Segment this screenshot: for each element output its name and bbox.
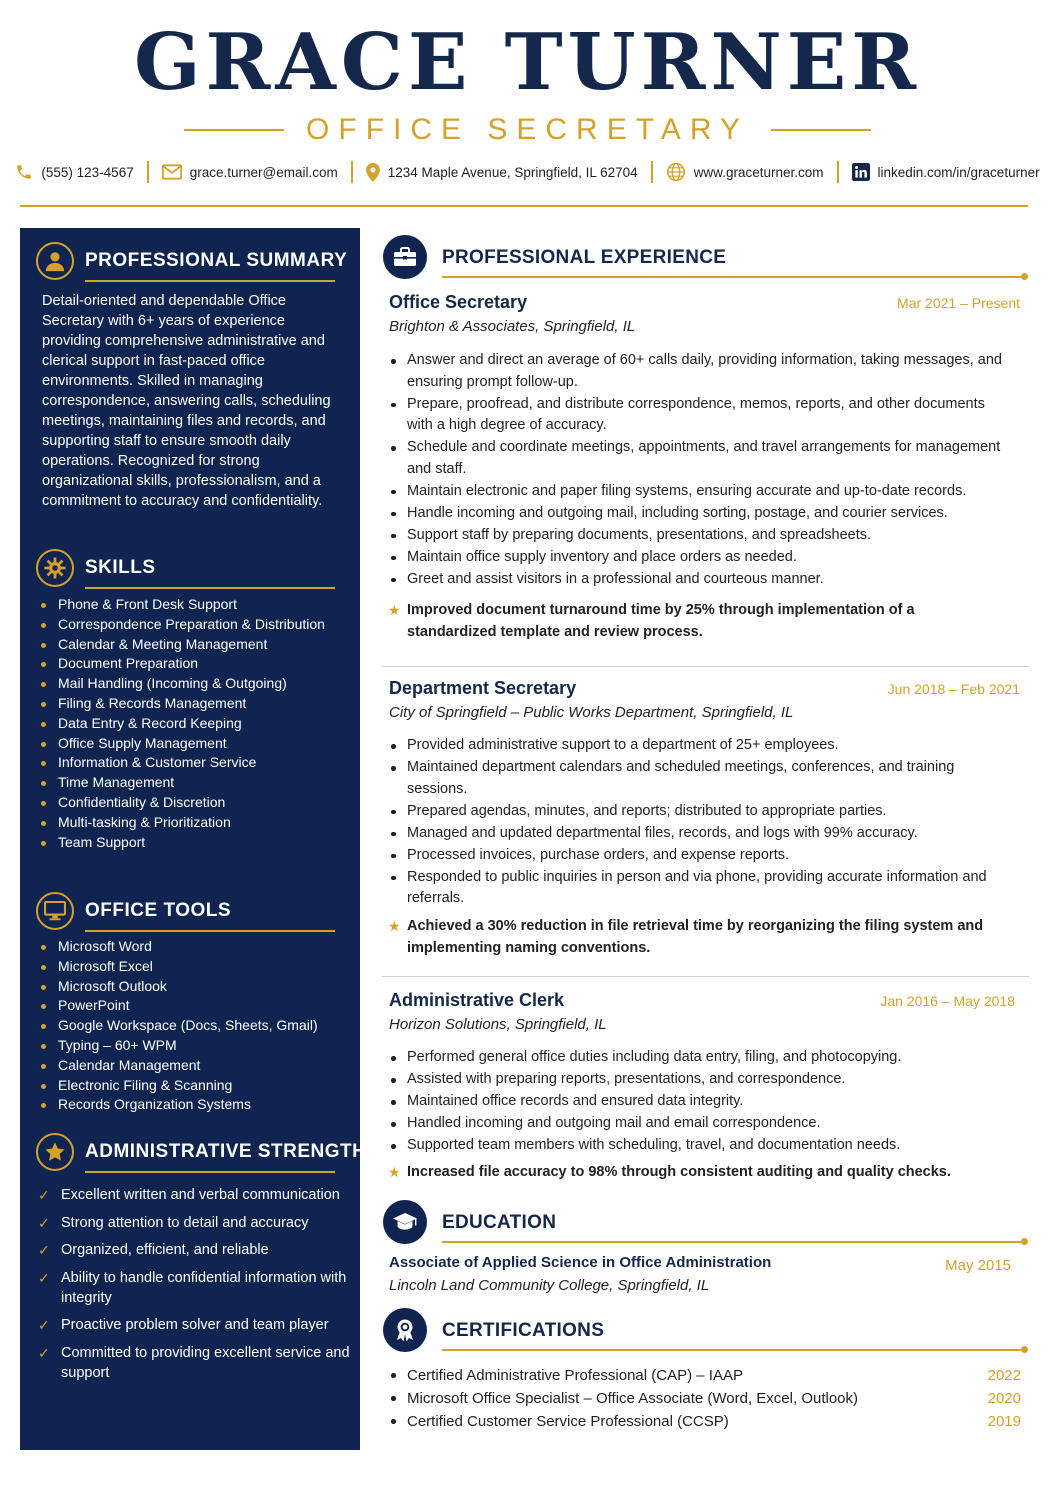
skill-item: Confidentiality & Discretion [38, 793, 348, 813]
tool-item: Records Organization Systems [38, 1095, 348, 1115]
job-organization: City of Springfield – Public Works Department, Springfield, IL [389, 704, 794, 721]
resume-header [0, 0, 1055, 212]
rule-end-dot [1021, 1346, 1028, 1353]
strength-text: Excellent written and verbal communication [61, 1187, 340, 1203]
contact-linkedin[interactable] [852, 163, 1040, 181]
strength-text: Organized, efficient, and reliable [61, 1242, 269, 1258]
skill-item: Document Preparation [38, 654, 348, 674]
job-bullet: Schedule and coordinate meetings, appointments, and travel arrangements for management and staff. [389, 437, 1014, 480]
strength-text: Committed to providing excellent service and support [61, 1344, 350, 1381]
contact-row [0, 159, 1055, 185]
skills-rule [85, 587, 335, 589]
rule-end-dot [1021, 1238, 1028, 1245]
skills-title: SKILLS [85, 557, 156, 578]
job-bullets [389, 735, 1014, 910]
user-icon [36, 242, 74, 280]
briefcase-icon [383, 235, 427, 279]
job-entry [389, 678, 1029, 978]
tool-item: PowerPoint [38, 996, 348, 1016]
certification-year: 2020 [987, 1390, 1021, 1407]
job-bullet: Prepare, proofread, and distribute correspondence, memos, reports, and other documents with a high degree of accuracy. [389, 394, 1014, 437]
check-icon: ✓ [38, 1344, 50, 1361]
tool-item: Typing – 60+ WPM [38, 1036, 348, 1056]
certification-name: Certified Customer Service Professional (CCSP) [407, 1413, 729, 1430]
contact-email[interactable] [162, 164, 338, 180]
check-icon: ✓ [38, 1242, 50, 1258]
check-icon: ✓ [38, 1214, 50, 1231]
contact-email-text: grace.turner@email.com [189, 164, 338, 180]
strengths-heading [36, 1133, 380, 1173]
job-entry [389, 292, 1029, 652]
strength-item [38, 1240, 358, 1260]
contact-phone-text: (555) 123-4567 [41, 164, 134, 180]
job-bullet: Assisted with preparing reports, presentations, and correspondence. [389, 1069, 1014, 1091]
contact-separator [651, 161, 653, 183]
education-school: Lincoln Land Community College, Springfield, IL [389, 1277, 710, 1294]
skills-heading [36, 549, 336, 589]
job-bullet: Maintained department calendars and scheduled meetings, conferences, and training sessions. [389, 757, 1014, 800]
award-ribbon-icon [383, 1308, 427, 1352]
certifications-list [389, 1364, 1021, 1433]
star-icon: ★ [388, 1164, 401, 1180]
tool-item: Electronic Filing & Scanning [38, 1076, 348, 1096]
job-bullets [389, 1047, 1014, 1157]
education-degree: Associate of Applied Science in Office Administration [389, 1254, 772, 1271]
phone-icon [15, 163, 33, 181]
contact-separator [351, 161, 353, 183]
contact-linkedin-text: linkedin.com/in/graceturner [877, 164, 1040, 180]
education-heading [380, 1196, 1035, 1246]
tool-item: Calendar Management [38, 1056, 348, 1076]
strengths-title: ADMINISTRATIVE STRENGTHS [85, 1141, 380, 1162]
certification-item [389, 1410, 1021, 1433]
experience-rule [442, 276, 1022, 278]
contact-website-text: www.graceturner.com [693, 164, 824, 180]
job-bullet: Supported team members with scheduling, travel, and documentation needs. [389, 1135, 1014, 1157]
title-rule-right [771, 129, 871, 131]
skill-item: Team Support [38, 833, 348, 853]
certification-item [389, 1387, 1021, 1410]
contact-website[interactable] [666, 162, 824, 182]
tools-rule [85, 930, 335, 932]
skills-list [38, 595, 348, 852]
certification-year: 2022 [987, 1367, 1021, 1384]
strength-item [38, 1343, 358, 1383]
job-bullet: Maintain office supply inventory and place orders as needed. [389, 547, 1014, 569]
check-icon: ✓ [38, 1187, 50, 1203]
candidate-name: GRACE TURNER [133, 17, 922, 108]
tools-title: OFFICE TOOLS [85, 900, 232, 921]
tools-heading [36, 892, 336, 932]
strength-item [38, 1213, 358, 1233]
skill-item: Correspondence Preparation & Distribution [38, 615, 348, 635]
job-title-row [0, 110, 1055, 150]
certifications-title: CERTIFICATIONS [442, 1320, 605, 1341]
job-bullet: Handled incoming and outgoing mail and email correspondence. [389, 1113, 1014, 1135]
check-icon: ✓ [38, 1269, 50, 1286]
strength-item [38, 1315, 358, 1335]
summary-title: PROFESSIONAL SUMMARY [85, 250, 348, 271]
summary-heading [36, 242, 348, 282]
achievement-text: Improved document turnaround time by 25% through implementation of a standardized template and review process. [407, 602, 915, 640]
contact-address-text: 1234 Maple Avenue, Springfield, IL 62704 [387, 164, 638, 180]
experience-heading [380, 231, 1035, 281]
skill-item: Phone & Front Desk Support [38, 595, 348, 615]
strengths-rule [85, 1171, 335, 1173]
contact-separator [837, 161, 839, 183]
job-bullets [389, 350, 1014, 591]
strength-item [38, 1185, 358, 1205]
education-entry [389, 1254, 1029, 1304]
tool-item: Microsoft Excel [38, 957, 348, 977]
sidebar [20, 228, 380, 1450]
check-icon: ✓ [38, 1317, 50, 1333]
job-bullet: Provided administrative support to a department of 25+ employees. [389, 735, 1014, 757]
strength-item [38, 1268, 358, 1308]
job-entry [389, 990, 1029, 1190]
location-pin-icon [366, 163, 380, 182]
achievement-text: Increased file accuracy to 98% through consistent auditing and quality checks. [407, 1164, 951, 1180]
job-bullet: Handle incoming and outgoing mail, including sorting, postage, and courier services. [389, 503, 1014, 525]
skill-item: Time Management [38, 773, 348, 793]
certifications-heading [380, 1304, 1035, 1354]
star-icon: ★ [388, 602, 401, 618]
strength-text: Ability to handle confidential information with integrity [61, 1269, 347, 1306]
header-divider [20, 205, 1028, 207]
job-bullet: Performed general office duties including data entry, filing, and photocopying. [389, 1047, 1014, 1069]
job-organization: Horizon Solutions, Springfield, IL [389, 1016, 607, 1033]
certification-name: Microsoft Office Specialist – Office Associate (Word, Excel, Outlook) [407, 1390, 859, 1407]
education-title: EDUCATION [442, 1212, 557, 1233]
strength-text: Proactive problem solver and team player [61, 1317, 329, 1333]
job-achievement [389, 916, 989, 959]
strength-text: Strong attention to detail and accuracy [61, 1214, 309, 1231]
tool-item: Microsoft Outlook [38, 977, 348, 997]
job-organization: Brighton & Associates, Springfield, IL [389, 318, 636, 335]
job-bullet: Support staff by preparing documents, presentations, and spreadsheets. [389, 525, 1014, 547]
rule-end-dot [1021, 273, 1028, 280]
skill-item: Calendar & Meeting Management [38, 635, 348, 655]
contact-address [366, 163, 638, 182]
job-bullet: Processed invoices, purchase orders, and expense reports. [389, 845, 1014, 867]
certifications-rule [442, 1349, 1022, 1351]
tools-list [38, 937, 348, 1115]
skill-item: Data Entry & Record Keeping [38, 714, 348, 734]
skill-item: Information & Customer Service [38, 753, 348, 773]
job-role: Administrative Clerk [389, 990, 565, 1010]
achievement-text: Achieved a 30% reduction in file retrieval time by reorganizing the filing system and implementing naming conventions. [407, 918, 984, 956]
job-bullet: Answer and direct an average of 60+ calls daily, providing information, taking messages, and ensuring prompt follow-up. [389, 350, 1014, 393]
summary-rule [85, 280, 335, 282]
envelope-icon [162, 164, 182, 180]
star-icon [36, 1133, 74, 1171]
job-role: Department Secretary [389, 678, 577, 698]
globe-icon [666, 162, 686, 182]
contact-separator [147, 161, 149, 183]
job-dates: Mar 2021 – Present [897, 295, 1020, 311]
tool-item: Google Workspace (Docs, Sheets, Gmail) [38, 1016, 348, 1036]
job-bullet: Maintain electronic and paper filing systems, ensuring accurate and up-to-date records. [389, 481, 1014, 503]
job-bullet: Prepared agendas, minutes, and reports; distributed to appropriate parties. [389, 801, 1014, 823]
star-icon: ★ [388, 918, 401, 934]
job-title: OFFICE SECRETARY [306, 113, 749, 146]
job-dates: Jun 2018 – Feb 2021 [887, 681, 1020, 697]
strengths-list [38, 1185, 358, 1390]
job-achievement [389, 600, 989, 643]
title-rule-left [184, 129, 284, 131]
monitor-icon [36, 892, 74, 930]
job-dates: Jan 2016 – May 2018 [880, 993, 1015, 1009]
skill-item: Mail Handling (Incoming & Outgoing) [38, 674, 348, 694]
summary-text: Detail-oriented and dependable Office Secretary with 6+ years of experience providing comprehensive administrative and clerical support in fast-paced office environments. Skilled in managing correspondence, answering calls, scheduling meetings, maintaining files and records, and supporting staff to ensure smooth daily operations. Recognized for strong organizational skills, professionalism, and a commitment to accuracy and confidentiality. [42, 293, 331, 509]
skill-item: Office Supply Management [38, 734, 348, 754]
tool-item: Microsoft Word [38, 937, 348, 957]
job-achievement [389, 1162, 1009, 1184]
job-bullet: Greet and assist visitors in a professional and courteous manner. [389, 569, 1014, 591]
certification-year: 2019 [987, 1413, 1021, 1430]
certification-item [389, 1364, 1021, 1387]
job-role: Office Secretary [389, 292, 528, 312]
job-divider [382, 976, 1029, 977]
job-bullet: Managed and updated departmental files, records, and logs with 99% accuracy. [389, 823, 1014, 845]
job-divider [382, 666, 1029, 667]
certification-name: Certified Administrative Professional (CAP) – IAAP [407, 1367, 743, 1384]
education-date: May 2015 [945, 1257, 1011, 1274]
gear-icon [36, 549, 74, 587]
education-rule [442, 1241, 1022, 1243]
experience-title: PROFESSIONAL EXPERIENCE [442, 247, 727, 268]
job-bullet: Maintained office records and ensured data integrity. [389, 1091, 1014, 1113]
graduation-cap-icon [383, 1200, 427, 1244]
job-bullet: Responded to public inquiries in person and via phone, providing accurate information and referrals. [389, 867, 1014, 910]
contact-phone[interactable] [15, 163, 133, 181]
skill-item: Filing & Records Management [38, 694, 348, 714]
linkedin-icon [852, 163, 870, 181]
main-column [380, 228, 1040, 1458]
skill-item: Multi-tasking & Prioritization [38, 813, 348, 833]
